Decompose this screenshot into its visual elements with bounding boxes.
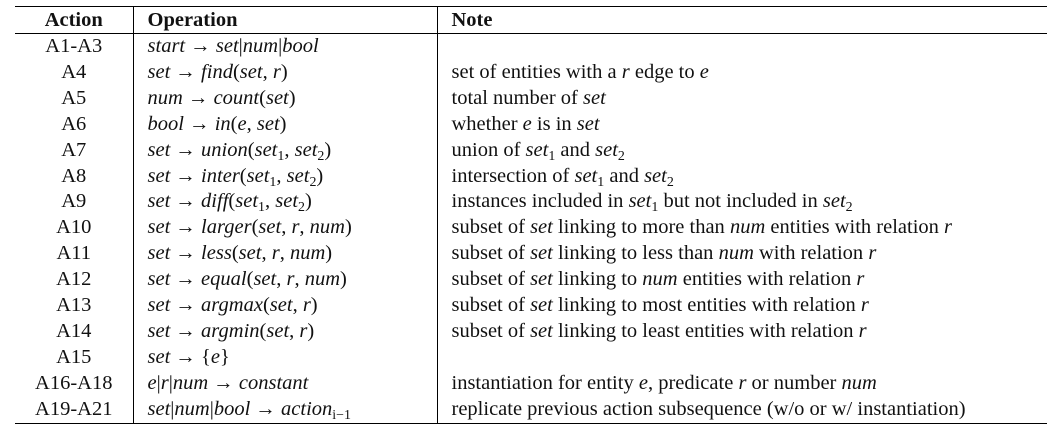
table-row (15, 164, 1047, 190)
operation-cell: set → argmin(set, r) (133, 319, 437, 345)
operation-cell: set → equal(set, r, num) (133, 267, 437, 293)
table-header-row (15, 7, 1047, 34)
note-cell: replicate previous action subsequence (w/o or w/ instantiation) (451, 397, 966, 420)
note-cell: whether e is in set (451, 112, 600, 135)
table-row (15, 345, 1047, 371)
note-cell: subset of set linking to most entities with relation r (451, 294, 869, 317)
action-table (15, 6, 1047, 424)
action-cell: A4 (15, 60, 133, 86)
note-cell: subset of set linking to num entities with relation r (451, 268, 865, 291)
note-cell (437, 34, 1047, 60)
action-cell: A7 (15, 138, 133, 164)
table-row (15, 293, 1047, 319)
action-cell: A16-A18 (15, 371, 133, 397)
action-cell: A19-A21 (15, 397, 133, 423)
note-cell: subset of set linking to less than num with relation r (451, 242, 877, 265)
table-row (15, 34, 1047, 60)
action-cell: A5 (15, 86, 133, 112)
header-note: Note (451, 9, 493, 31)
operation-cell: bool → in(e, set) (133, 112, 437, 138)
operation-cell: set → union(set$_1$, set$_2$) (133, 138, 437, 164)
note-cell: subset of set linking to more than num entities with relation r (451, 216, 952, 239)
operation-cell: set → inter(set$_1$, set$_2$) (133, 164, 437, 190)
note-cell: total number of set (451, 86, 606, 109)
action-cell: A10 (15, 215, 133, 241)
table-row (15, 241, 1047, 267)
operation-cell: set → find(set, r) (133, 60, 437, 86)
note-cell: subset of set linking to least entities with relation r (451, 319, 867, 342)
table-row (15, 138, 1047, 164)
header-operation: Operation (133, 7, 437, 34)
operation-cell: e|r|num → constant (133, 371, 437, 397)
table-row (15, 267, 1047, 293)
action-cell: A15 (15, 345, 133, 371)
note-cell: union of set$_1$ and set$_2$ (451, 138, 625, 164)
note-cell: set of entities with a r edge to e (451, 60, 709, 83)
action-cell: A9 (15, 189, 133, 215)
action-cell: A13 (15, 293, 133, 319)
note-cell: instances included in set$_1$ but not included in set$_2$ (451, 190, 853, 216)
action-cell: A8 (15, 164, 133, 190)
action-cell: A12 (15, 267, 133, 293)
table-row (15, 189, 1047, 215)
operation-cell: num → count(set) (133, 86, 437, 112)
action-cell: A6 (15, 112, 133, 138)
table-row (15, 86, 1047, 112)
table-row (15, 112, 1047, 138)
operation-cell: set|num|bool → action$_{i-1}$ (133, 397, 437, 423)
table-row (15, 397, 1047, 423)
table-body (15, 34, 1047, 424)
action-cell: A11 (15, 241, 133, 267)
operation-cell: set → diff(set$_1$, set$_2$) (133, 189, 437, 215)
operation-cell: set → larger(set, r, num) (133, 215, 437, 241)
table-row (15, 319, 1047, 345)
header-action: Action (15, 7, 133, 34)
operation-cell: set → less(set, r, num) (133, 241, 437, 267)
operation-cell: set → argmax(set, r) (133, 293, 437, 319)
operation-cell: set → {e} (133, 345, 437, 371)
note-cell: intersection of set$_1$ and set$_2$ (451, 164, 674, 190)
note-cell: instantiation for entity e, predicate r or number num (451, 371, 877, 394)
action-cell: A14 (15, 319, 133, 345)
table-row (15, 371, 1047, 397)
operation-cell: start → set|num|bool (133, 34, 437, 60)
table-row (15, 60, 1047, 86)
action-cell: A1-A3 (15, 34, 133, 60)
table-row (15, 215, 1047, 241)
note-cell (437, 345, 1047, 371)
